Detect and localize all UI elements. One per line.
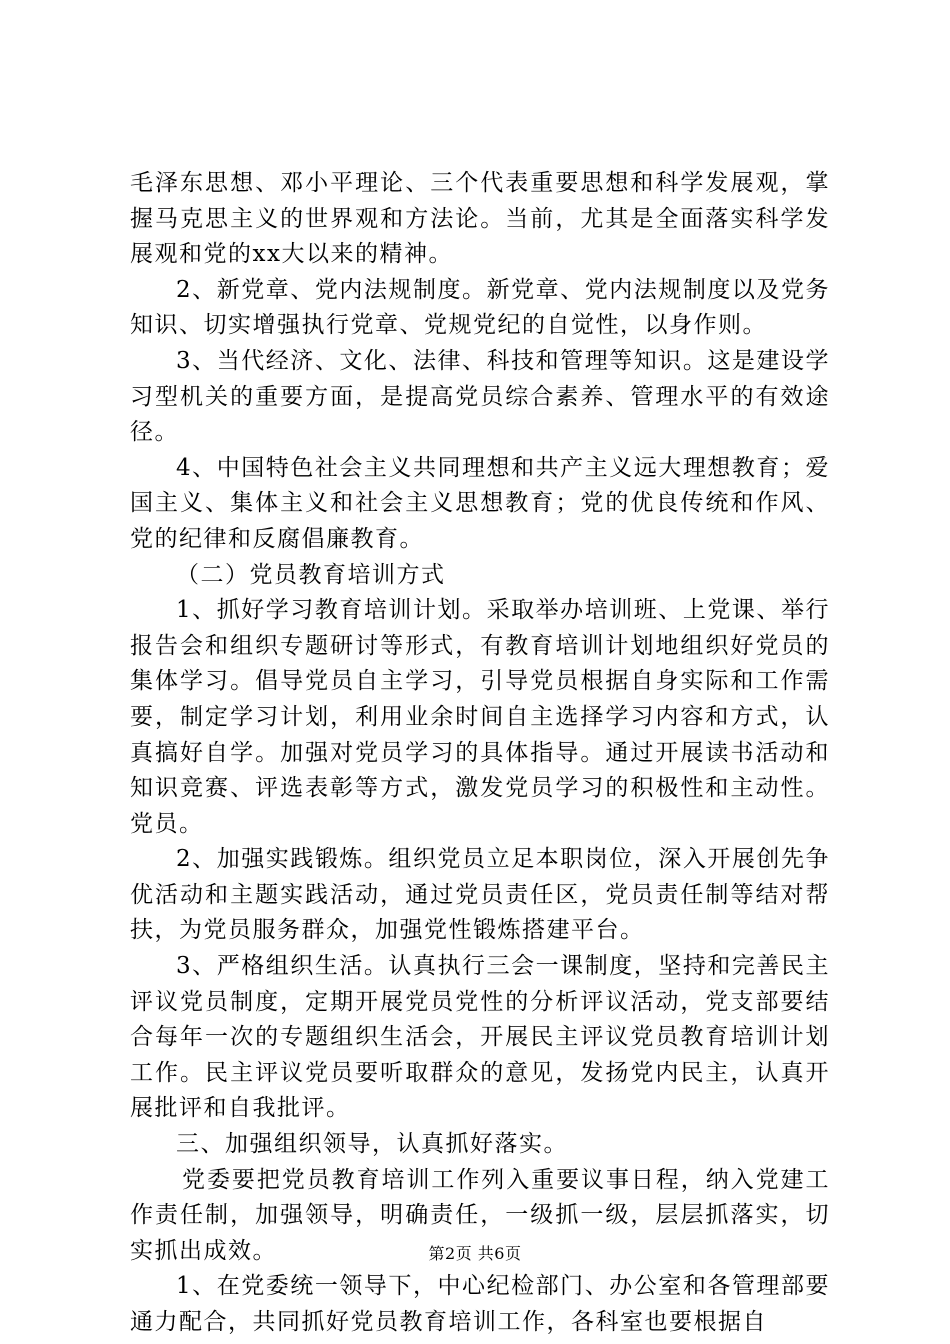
document-body	[130, 166, 830, 1341]
paragraph-11: 1、在党委统一领导下，中心纪检部门、办公室和各管理部要通力配合，共同抓好党员教育培训工作，各科室也要根据自	[130, 1273, 830, 1335]
page-number-label: 第2页 共6页	[428, 1244, 522, 1263]
paragraph-3: 3、当代经济、文化、法律、科技和管理等知识。这是建设学习型机关的重要方面，是提高党员综合素养、管理水平的有效途径。	[130, 347, 830, 446]
page-footer	[0, 1241, 950, 1264]
paragraph-6: 1、抓好学习教育培训计划。采取举办培训班、上党课、举行报告会和组织专题研讨等形式，有教育培训计划地组织好党员的集体学习。倡导党员自主学习，引导党员根据自身实际和工作需要，制定学习计划，利用业余时间自主选择学习内容和方式，认真搞好自学。加强对党员学习的具体指导。通过开展读书活动和知识竞赛、评选表彰等方式，激发党员学习的积极性和主动性。党员。	[130, 597, 830, 837]
paragraph-8: 3、严格组织生活。认真执行三会一课制度，坚持和完善民主评议党员制度，定期开展党员党性的分析评议活动，党支部要结合每年一次的专题组织生活会，开展民主评议党员教育培训计划工作。民主评议党员要听取群众的意见，发扬党内民主，认真开展批评和自我批评。	[130, 953, 830, 1122]
paragraph-2: 2、新党章、党内法规制度。新党章、党内法规制度以及党务知识、切实增强执行党章、党规党纪的自觉性，以身作则。	[130, 276, 830, 339]
paragraph-1: 毛泽东思想、邓小平理论、三个代表重要思想和科学发展观，掌握马克思主义的世界观和方法论。当前，尤其是全面落实科学发展观和党的xx大以来的精神。	[130, 170, 830, 268]
paragraph-10: 党委要把党员教育培训工作列入重要议事日程，纳入党建工作责任制，加强领导，明确责任，一级抓一级，层层抓落实，切实抓出成效。	[130, 1166, 830, 1264]
section-heading-training-methods: （二）党员教育培训方式	[176, 561, 446, 588]
paragraph-7: 2、加强实践锻炼。组织党员立足本职岗位，深入开展创先争优活动和主题实践活动，通过党员责任区，党员责任制等结对帮扶，为党员服务群众，加强党性锻炼搭建平台。	[130, 846, 830, 944]
section-heading-organization: 三、加强组织领导，认真抓好落实。	[176, 1131, 568, 1158]
paragraph-4: 4、中国特色社会主义共同理想和共产主义远大理想教育；爱国主义、集体主义和社会主义思想教育；党的优良传统和作风、党的纪律和反腐倡廉教育。	[130, 454, 830, 552]
